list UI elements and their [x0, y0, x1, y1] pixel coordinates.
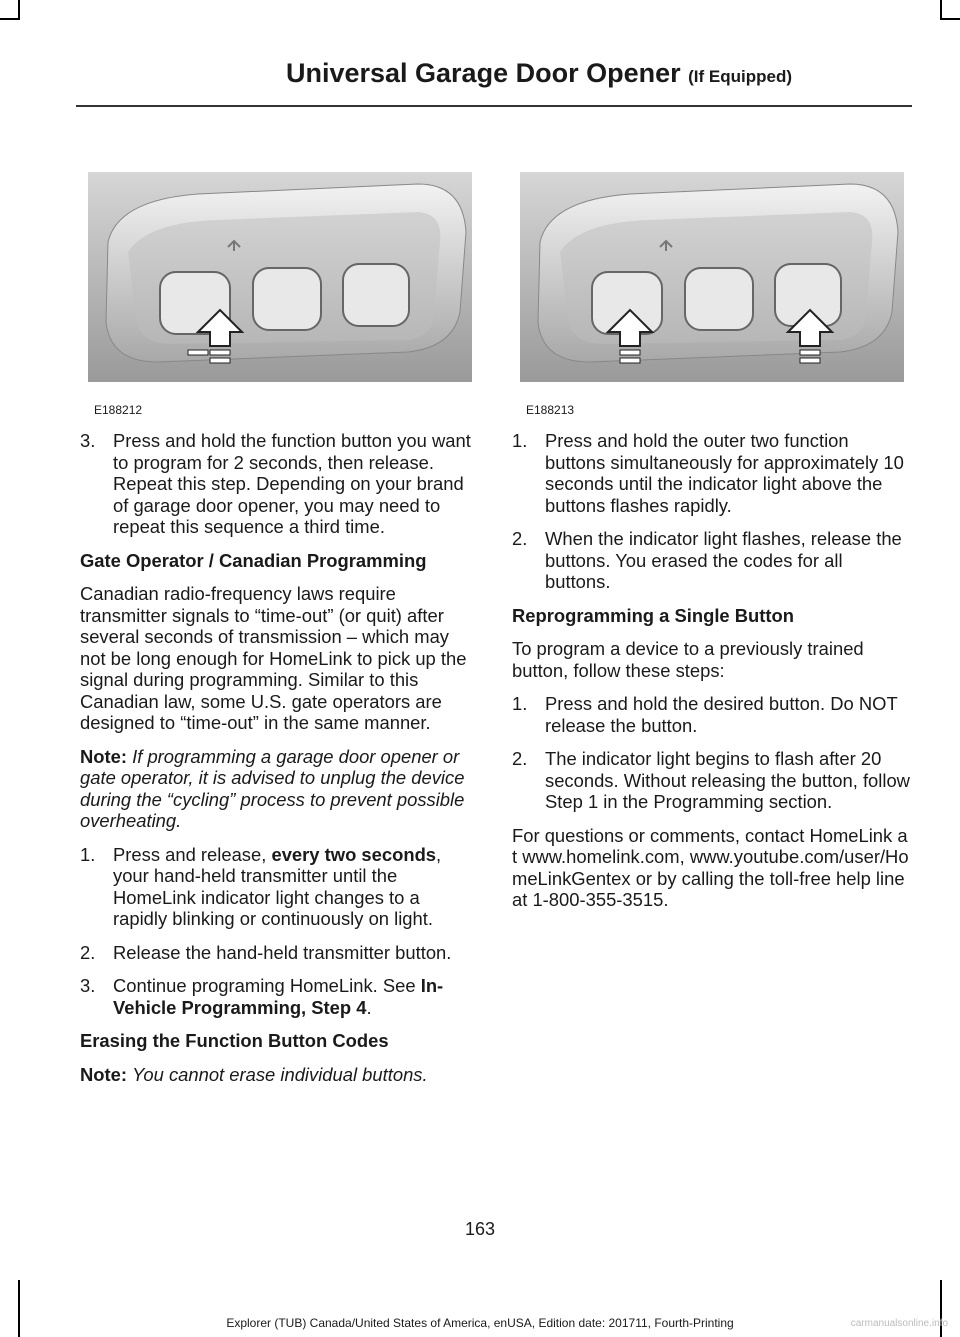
- list-item: 2. The indicator light begins to flash after 20 seconds. Without releasing the button, follow Step 1 in the Programming section.: [512, 748, 910, 812]
- left-column: [80, 430, 477, 1097]
- page-number: 163: [464, 1219, 496, 1239]
- header-rule: [76, 105, 912, 107]
- section-heading: Reprogramming a Single Button: [512, 604, 795, 626]
- note: Note: If programming a garage door opener or gate operator, it is advised to unplug the device during the “cycling” process to prevent possible overheating.: [80, 745, 465, 831]
- footer-text: Explorer (TUB) Canada/United States of America, enUSA, Edition date: 201711, Fourth-Printing: [226, 1316, 734, 1330]
- list-item: 3. Continue programing HomeLink. See In-Vehicle Programming, Step 4.: [80, 975, 444, 1018]
- page-title: Universal Garage Door Opener (If Equipped): [285, 58, 792, 88]
- section-heading: Gate Operator / Canadian Programming: [80, 549, 427, 571]
- figure-garage-opener-2: [520, 172, 904, 382]
- list-item: 2. When the indicator light flashes, release the buttons. You erased the codes for all buttons.: [512, 528, 902, 592]
- crop-mark: [0, 18, 20, 20]
- figure-id: E188212: [94, 403, 143, 417]
- list-item: 3. Press and hold the function button you want to program for 2 seconds, then release. Repeat this step. Depending on your brand of garage door opener, you may need to repeat this sequence a third time.: [80, 430, 471, 537]
- paragraph: Canadian radio-frequency laws require transmitter signals to “time-out” (or quit) after several seconds of transmission – which may not be long enough for HomeLink to pick up the signal during programming. Similar to this Canadian law, some U.S. gate operators are designed to “time-out” in the same manner.: [80, 583, 467, 733]
- list-item: 2. Release the hand-held transmitter button.: [80, 941, 452, 963]
- figure-id: E188213: [526, 403, 575, 417]
- list-item: 1. Press and release, every two seconds, your hand-held transmitter until the HomeLink indicator light changes to a rapidly blinking or continuously on light.: [80, 843, 442, 929]
- crop-mark: [18, 0, 20, 20]
- contact-paragraph: For questions or comments, contact HomeLink at www.homelink.com, www.youtube.com/user/HomeLinkGentex or by calling the toll-free help line at 1-800-355-3515.: [512, 824, 909, 910]
- list-item: 1. Press and hold the outer two function buttons simultaneously for approximately 10 seconds until the indicator light above the buttons flashes rapidly.: [512, 430, 904, 516]
- right-column: [512, 430, 912, 923]
- figure-garage-opener-1: [88, 172, 472, 382]
- note: Note: You cannot erase individual buttons.: [80, 1063, 428, 1085]
- title-suffix: (If Equipped): [688, 67, 792, 86]
- watermark: carmanualsonline.info: [850, 1318, 948, 1329]
- paragraph: To program a device to a previously trained button, follow these steps:: [512, 638, 864, 681]
- crop-mark: [940, 18, 960, 20]
- cross-reference: In-Vehicle Programming, Step 4: [113, 975, 444, 1018]
- section-heading: Erasing the Function Button Codes: [80, 1030, 389, 1051]
- list-item: 1. Press and hold the desired button. Do NOT release the button.: [512, 693, 898, 736]
- crop-mark: [940, 0, 942, 20]
